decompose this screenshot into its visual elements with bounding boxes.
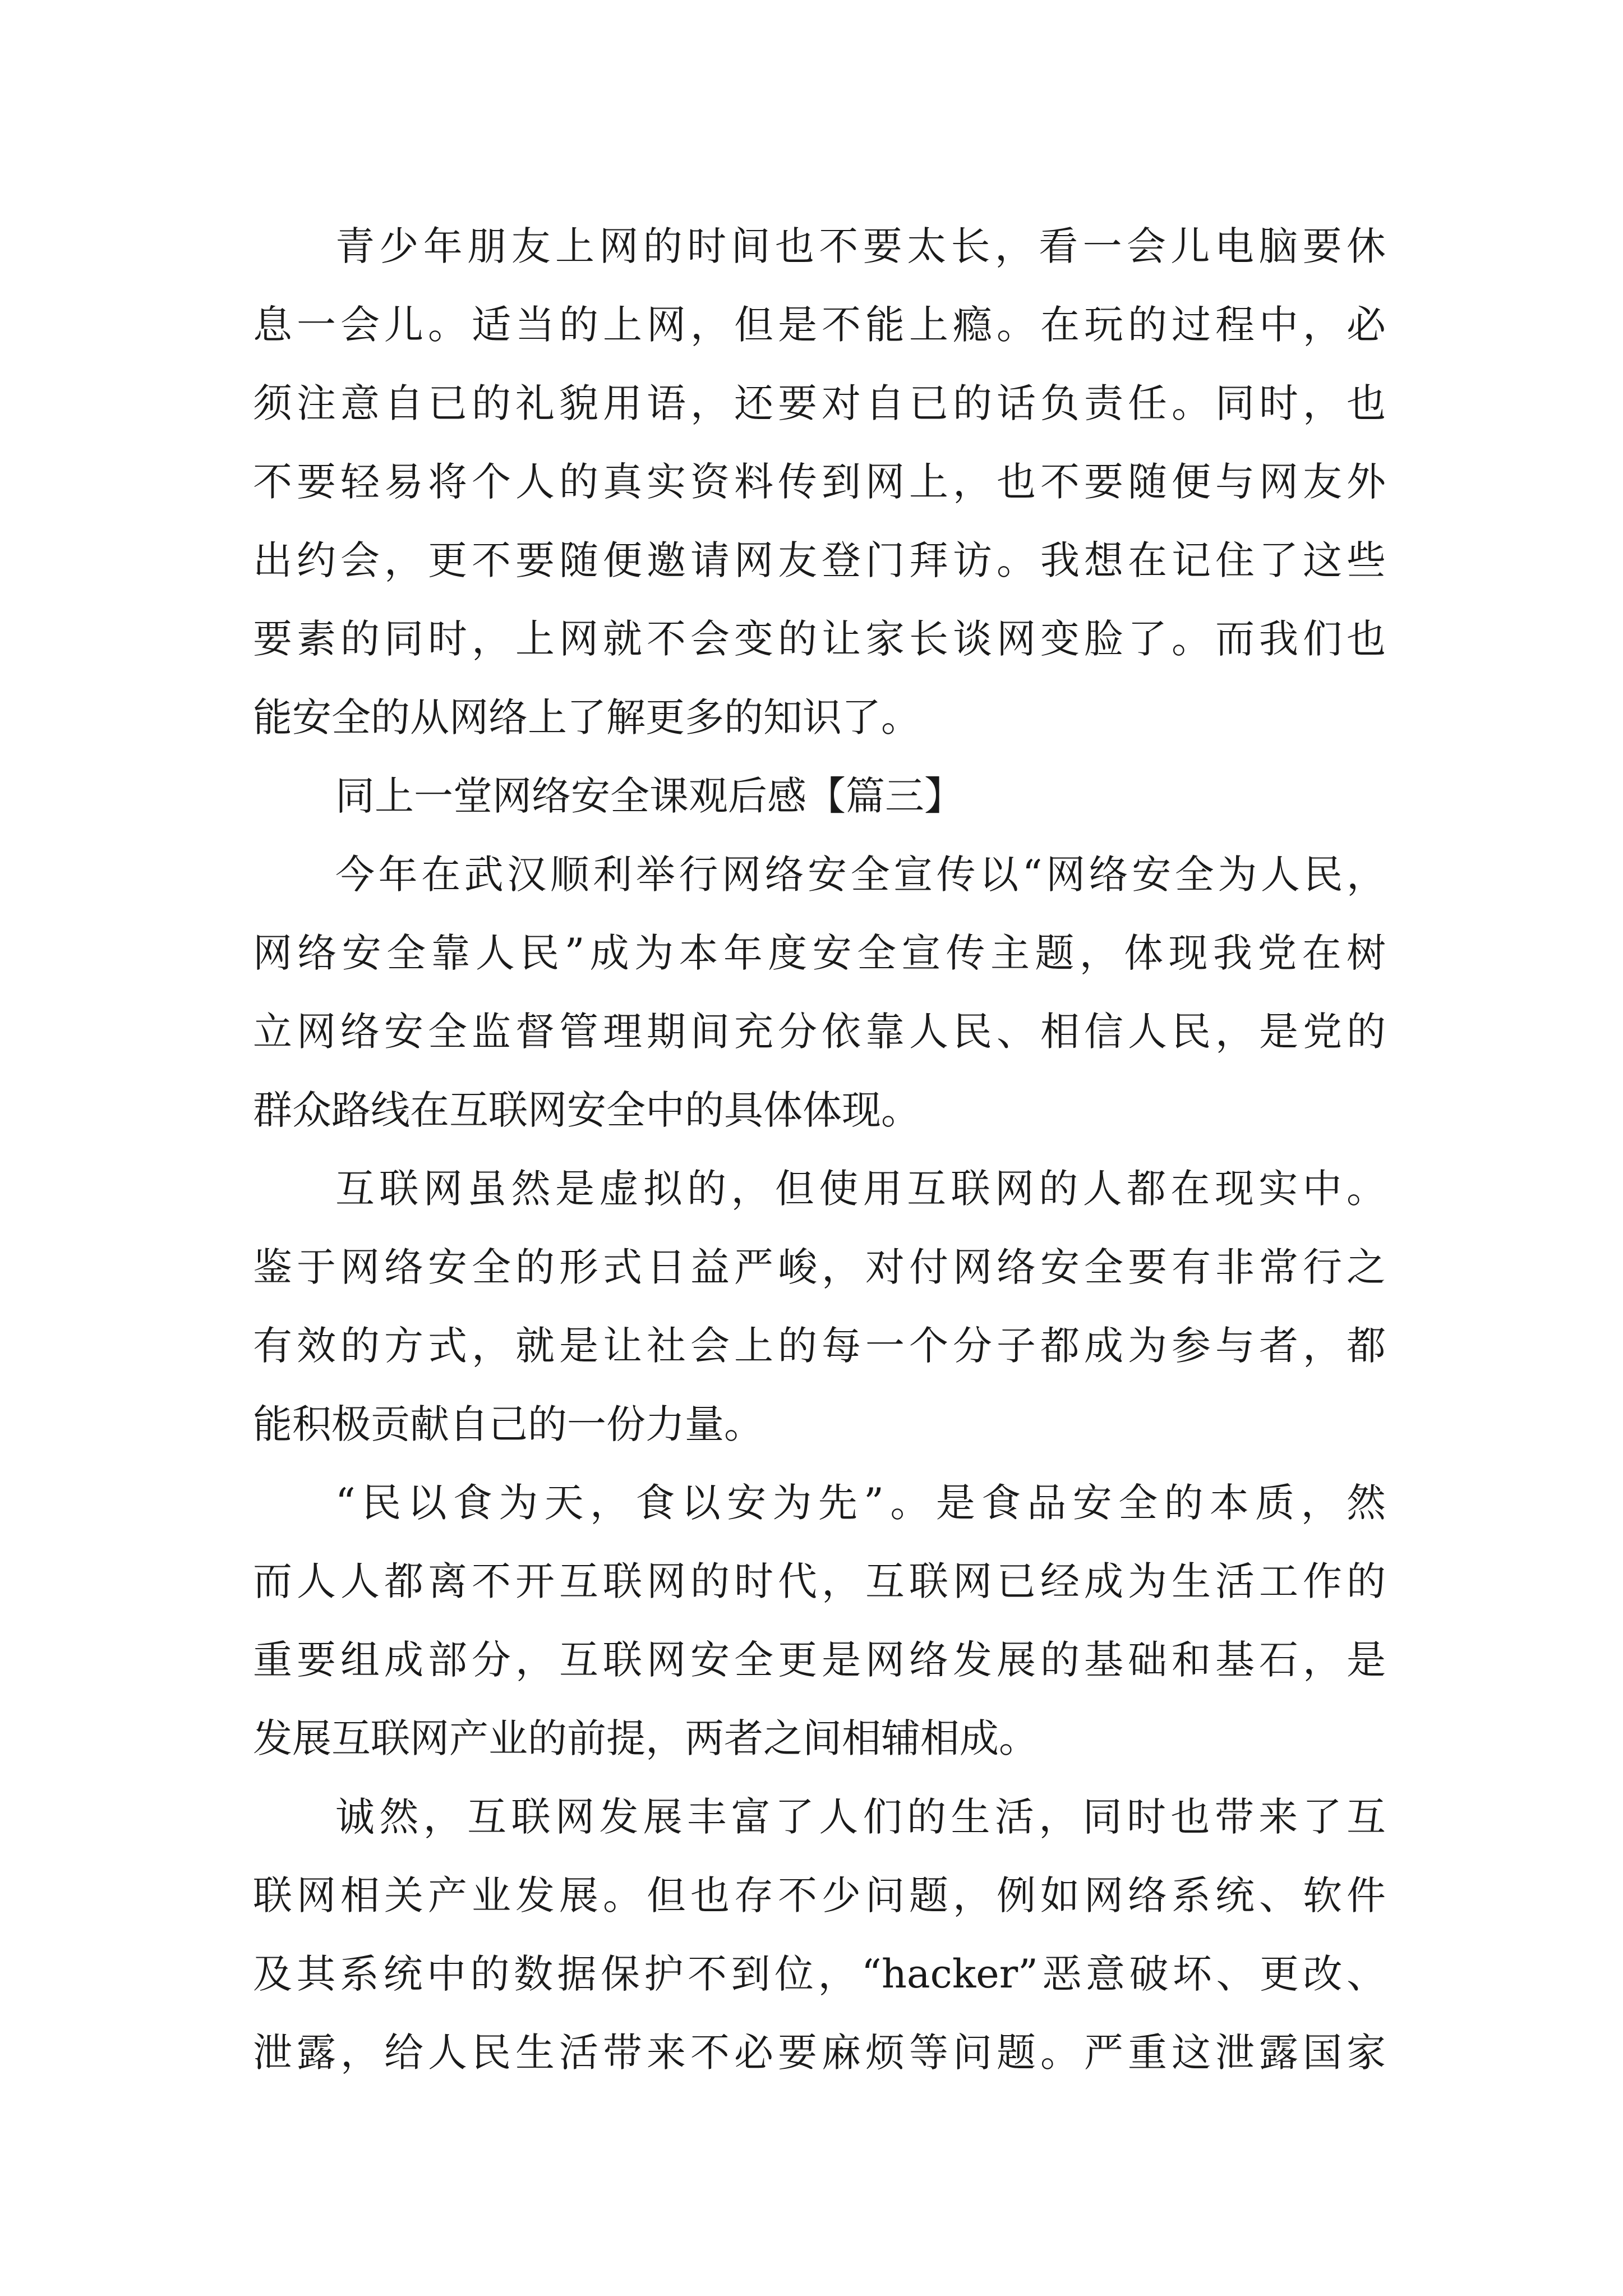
paragraph-line: 联网相关产业发展。但也存不少问题，例如网络系统、软件 bbox=[253, 1872, 1386, 1918]
paragraph-line: 而人人都离不开互联网的时代，互联网已经成为生活工作的 bbox=[253, 1558, 1386, 1604]
paragraph-line: 不要轻易将个人的真实资料传到网上，也不要随便与网友外 bbox=[253, 459, 1386, 505]
paragraph-line: 重要组成部分，互联网安全更是网络发展的基础和基石，是 bbox=[253, 1637, 1386, 1683]
paragraph-line: 鉴于网络安全的形式日益严峻，对付网络安全要有非常行之 bbox=[253, 1244, 1386, 1290]
paragraph-line: 及其系统中的数据保护不到位，“hacker”恶意破坏、更改、 bbox=[253, 1951, 1386, 1997]
paragraph-line: 须注意自已的礼貌用语，还要对自已的话负责任。同时，也 bbox=[253, 380, 1386, 426]
paragraph-line: 今年在武汉顺利举行网络安全宣传以“网络安全为人民， bbox=[335, 852, 1386, 898]
paragraph-line: 发展互联网产业的前提，两者之间相辅相成。 bbox=[253, 1715, 1038, 1761]
paragraph-line: 出约会，更不要随便邀请网友登门拜访。我想在记住了这些 bbox=[253, 537, 1386, 583]
paragraph-line: 息一会儿。适当的上网，但是不能上瘾。在玩的过程中，必 bbox=[253, 302, 1386, 348]
paragraph-line: 有效的方式，就是让社会上的每一个分子都成为参与者，都 bbox=[253, 1323, 1386, 1369]
paragraph-line: 立网络安全监督管理期间充分依靠人民、相信人民，是党的 bbox=[253, 1009, 1386, 1055]
paragraph-line: 网络安全靠人民”成为本年度安全宣传主题，体现我党在树 bbox=[253, 930, 1386, 976]
paragraph-line: 互联网虽然是虚拟的，但使用互联网的人都在现实中。 bbox=[335, 1166, 1386, 1212]
paragraph-line: 能积极贡献自己的一份力量。 bbox=[253, 1401, 763, 1447]
paragraph-line: 青少年朋友上网的时间也不要太长，看一会儿电脑要休 bbox=[335, 223, 1386, 269]
paragraph-line: 泄露，给人民生活带来不必要麻烦等问题。严重这泄露国家 bbox=[253, 2030, 1386, 2076]
paragraph-line: 能安全的从网络上了解更多的知识了。 bbox=[253, 694, 920, 740]
paragraph-line: 要素的同时，上网就不会变的让家长谈网变脸了。而我们也 bbox=[253, 616, 1386, 662]
paragraph-line: 群众路线在互联网安全中的具体体现。 bbox=[253, 1087, 920, 1133]
paragraph-line: “民以食为天，食以安为先”。是食品安全的本质，然 bbox=[335, 1480, 1386, 1526]
section-heading: 同上一堂网络安全课观后感【篇三】 bbox=[335, 773, 963, 819]
paragraph-line: 诚然，互联网发展丰富了人们的生活，同时也带来了互 bbox=[335, 1794, 1386, 1840]
